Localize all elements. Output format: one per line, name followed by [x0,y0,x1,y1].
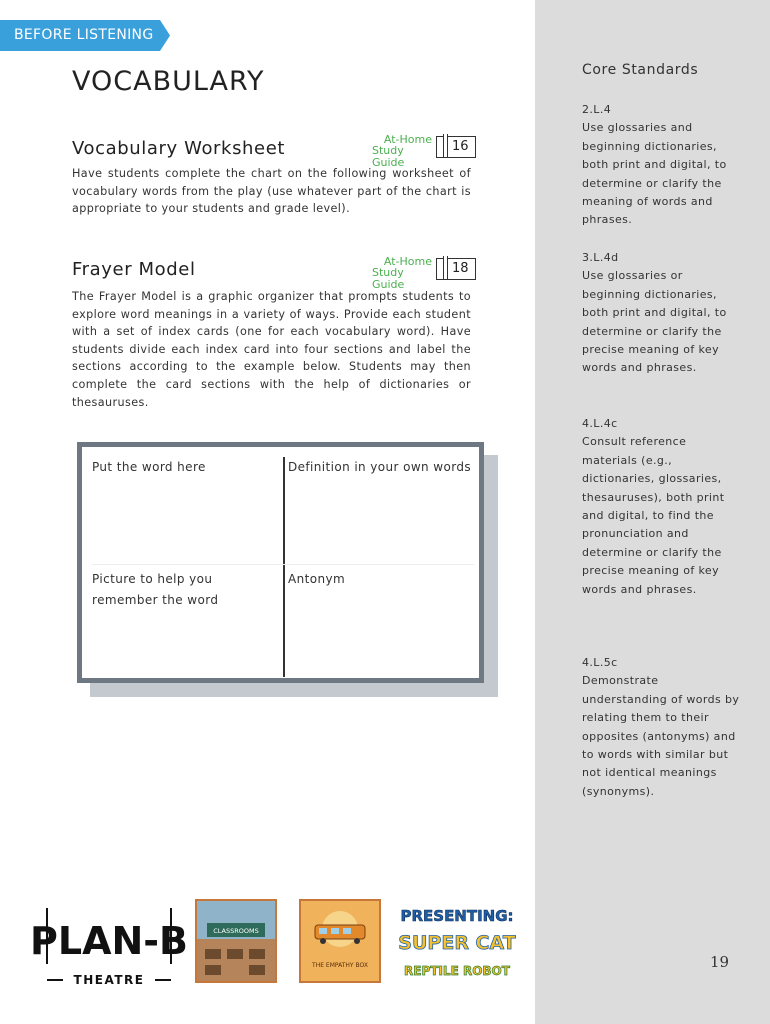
study-guide-ref-18 [372,255,476,291]
standard-item [582,249,742,378]
standard-code: 4.L.4c [582,417,618,430]
page-title: VOCABULARY [72,66,265,97]
logo-sub-text: THEATRE [73,973,145,987]
standard-item [582,101,742,230]
guide-label-line2: Study Guide [372,266,405,291]
section-tag [0,20,168,51]
section-tag-label: BEFORE LISTENING [14,27,154,43]
standard-code: 2.L.4 [582,103,612,116]
standard-code: 3.L.4d [582,251,619,264]
thumbnail-title-line2: SUPER CAT [398,932,516,954]
book-icon [436,136,476,158]
standard-text: Use glossaries or beginning dictionaries, both print and digital, to determine or clarify the precise meaning of key words and phrases. [582,269,727,375]
frayer-cell-antonym: Antonym [288,572,346,586]
guide-page-number: 18 [452,261,469,276]
standard-text: Use glossaries and beginning dictionaries, both print and digital, to determine or clarify the meaning of words and phrases. [582,121,727,227]
frayer-card [77,442,484,683]
super-cat-show-thumbnail [398,899,516,983]
standard-text: Demonstrate understanding of words by relating them to their opposites (antonyms) and to words with similar but not identical meanings (synonyms). [582,674,740,798]
worksheet-heading: Vocabulary Worksheet [72,138,286,159]
frayer-cell-definition: Definition in your own words [288,460,471,474]
empathy-box-show-thumbnail [299,899,381,983]
guide-page-number: 16 [452,139,469,154]
frayer-divider-horizontal [92,564,474,565]
frayer-body: The Frayer Model is a graphic organizer that prompts students to explore word meanings in a variety of ways. Provide each student with a set of index cards (one for each vocabulary word). Have students divide each index card into four sections and label the sections according to the example below. Students may then complete the card sections with the help of dictionaries or thesauruses. [72,290,471,409]
thumbnail-title: CLASSROOMS [213,927,259,935]
standards-heading: Core Standards [582,62,699,78]
worksheet-body: Have students complete the chart on the following worksheet of vocabulary words from the play (use whatever part of the chart is appropriate to your students and grade level). [72,167,471,216]
frayer-cell-picture-line1: Picture to help you [92,572,213,586]
standard-code: 4.L.5c [582,656,618,669]
classrooms-show-thumbnail [195,899,277,983]
study-guide-ref-16 [372,133,476,169]
standard-text: Consult reference materials (e.g., dictionaries, glossaries, thesauruses), both print and digital, to find the pronunciation and determine or clarify the precise meaning of key words and phrases. [582,435,725,596]
standard-item [582,654,742,801]
guide-label-line1: At-Home [383,255,432,268]
book-icon [436,258,476,280]
standard-item [582,415,742,599]
logo-main-text: PLAN-B [29,919,189,963]
plan-b-theatre-logo [29,906,189,988]
frayer-divider-vertical [283,457,285,677]
frayer-cell-word: Put the word here [92,460,206,474]
frayer-heading: Frayer Model [72,259,196,280]
page-number: 19 [710,953,730,971]
thumbnail-title-line3: REPTILE ROBOT [404,964,510,978]
thumbnail-title-line1: PRESENTING: [400,907,514,925]
thumbnail-title: THE EMPATHY BOX [312,962,368,969]
frayer-cell-picture [92,569,218,611]
guide-label-line1: At-Home [383,133,432,146]
guide-label-line2: Study Guide [372,144,405,169]
frayer-cell-picture-line2: remember the word [92,593,219,607]
